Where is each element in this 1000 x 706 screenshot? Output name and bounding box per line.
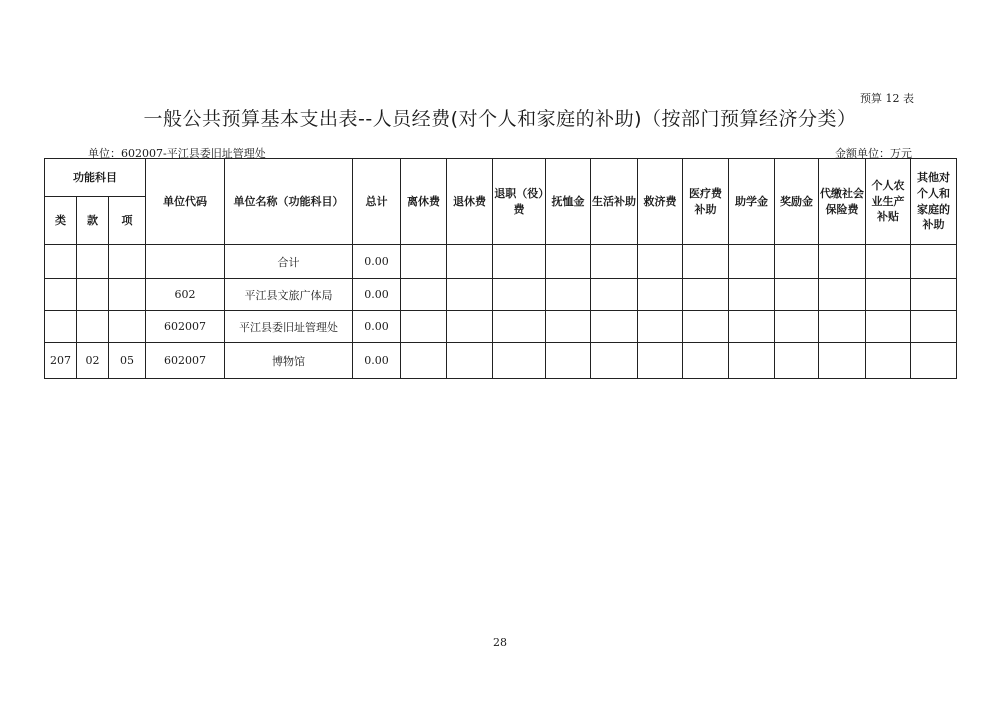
table-row: [45, 343, 957, 379]
header-lei: 类: [45, 197, 77, 245]
header-qita-buzhu: 其他对个人和家庭的补助: [911, 159, 957, 245]
cell-empty: [819, 279, 866, 311]
cell-empty: [819, 343, 866, 379]
cell-empty: [493, 279, 546, 311]
cell-empty: [591, 279, 638, 311]
cell-name: 合计: [225, 245, 353, 279]
cell-name: 博物馆: [225, 343, 353, 379]
header-jiuji: 救济费: [638, 159, 683, 245]
table-row: [45, 311, 957, 343]
cell-empty: [447, 279, 493, 311]
cell-empty: [401, 279, 447, 311]
cell-empty: [911, 343, 957, 379]
header-lixiu: 离休费: [401, 159, 447, 245]
cell-total: 0.00: [353, 311, 401, 343]
header-nongye-butie: 个人农业生产补贴: [866, 159, 911, 245]
cell-empty: [546, 279, 591, 311]
cell-lei: 207: [45, 343, 77, 379]
cell-empty: [866, 245, 911, 279]
cell-code: [146, 245, 225, 279]
cell-empty: [729, 343, 775, 379]
header-unit-name: 单位名称（功能科目）: [225, 159, 353, 245]
cell-empty: [683, 245, 729, 279]
cell-empty: [638, 343, 683, 379]
cell-empty: [866, 311, 911, 343]
header-tuixiu: 退休费: [447, 159, 493, 245]
cell-empty: [447, 343, 493, 379]
cell-kuan: 02: [77, 343, 109, 379]
cell-empty: [729, 245, 775, 279]
cell-empty: [401, 343, 447, 379]
cell-empty: [638, 279, 683, 311]
cell-kuan: [77, 279, 109, 311]
cell-empty: [775, 245, 819, 279]
header-unit-code: 单位代码: [146, 159, 225, 245]
cell-total: 0.00: [353, 279, 401, 311]
cell-empty: [546, 311, 591, 343]
header-zhuxue: 助学金: [729, 159, 775, 245]
cell-kuan: [77, 311, 109, 343]
cell-empty: [911, 279, 957, 311]
cell-xiang: [109, 245, 146, 279]
cell-empty: [819, 311, 866, 343]
cell-empty: [775, 343, 819, 379]
cell-empty: [729, 311, 775, 343]
cell-empty: [775, 279, 819, 311]
cell-name: 平江县委旧址管理处: [225, 311, 353, 343]
cell-empty: [683, 343, 729, 379]
cell-kuan: [77, 245, 109, 279]
cell-empty: [729, 279, 775, 311]
cell-empty: [819, 245, 866, 279]
page-number: 28: [493, 636, 507, 649]
budget-table: [44, 158, 957, 379]
cell-lei: [45, 245, 77, 279]
cell-empty: [546, 343, 591, 379]
cell-empty: [866, 343, 911, 379]
cell-name: 平江县文旅广体局: [225, 279, 353, 311]
header-kuan: 款: [77, 197, 109, 245]
cell-empty: [447, 245, 493, 279]
cell-code: 602007: [146, 343, 225, 379]
cell-code: 602: [146, 279, 225, 311]
header-yiliao-buzhu: 医疗费补助: [683, 159, 729, 245]
cell-xiang: 05: [109, 343, 146, 379]
cell-empty: [493, 311, 546, 343]
cell-xiang: [109, 311, 146, 343]
cell-empty: [638, 311, 683, 343]
header-tuizhi: 退职（役）费: [493, 159, 546, 245]
table-row: [45, 279, 957, 311]
cell-empty: [401, 245, 447, 279]
cell-xiang: [109, 279, 146, 311]
cell-empty: [638, 245, 683, 279]
cell-empty: [546, 245, 591, 279]
cell-empty: [591, 311, 638, 343]
cell-empty: [447, 311, 493, 343]
unit-label: 单位：602007-平江县委旧址管理处: [88, 147, 266, 160]
cell-empty: [911, 245, 957, 279]
cell-empty: [911, 311, 957, 343]
cell-lei: [45, 311, 77, 343]
header-fuxu: 抚恤金: [546, 159, 591, 245]
cell-empty: [401, 311, 447, 343]
cell-empty: [493, 343, 546, 379]
cell-total: 0.00: [353, 245, 401, 279]
cell-empty: [493, 245, 546, 279]
table-row: [45, 245, 957, 279]
cell-lei: [45, 279, 77, 311]
cell-total: 0.00: [353, 343, 401, 379]
table-number: 预算 12 表: [860, 92, 914, 105]
cell-empty: [866, 279, 911, 311]
header-jiangli: 奖励金: [775, 159, 819, 245]
cell-empty: [591, 343, 638, 379]
amount-unit-label: 金额单位：万元: [835, 147, 912, 160]
header-shebao: 代缴社会保险费: [819, 159, 866, 245]
cell-empty: [591, 245, 638, 279]
header-function-subject: 功能科目: [45, 159, 146, 197]
header-xiang: 项: [109, 197, 146, 245]
cell-empty: [775, 311, 819, 343]
cell-empty: [683, 311, 729, 343]
header-shenghuo-buzhu: 生活补助: [591, 159, 638, 245]
header-total: 总计: [353, 159, 401, 245]
page-title: 一般公共预算基本支出表--人员经费(对个人和家庭的补助)（按部门预算经济分类）: [143, 108, 857, 130]
cell-empty: [683, 279, 729, 311]
cell-code: 602007: [146, 311, 225, 343]
